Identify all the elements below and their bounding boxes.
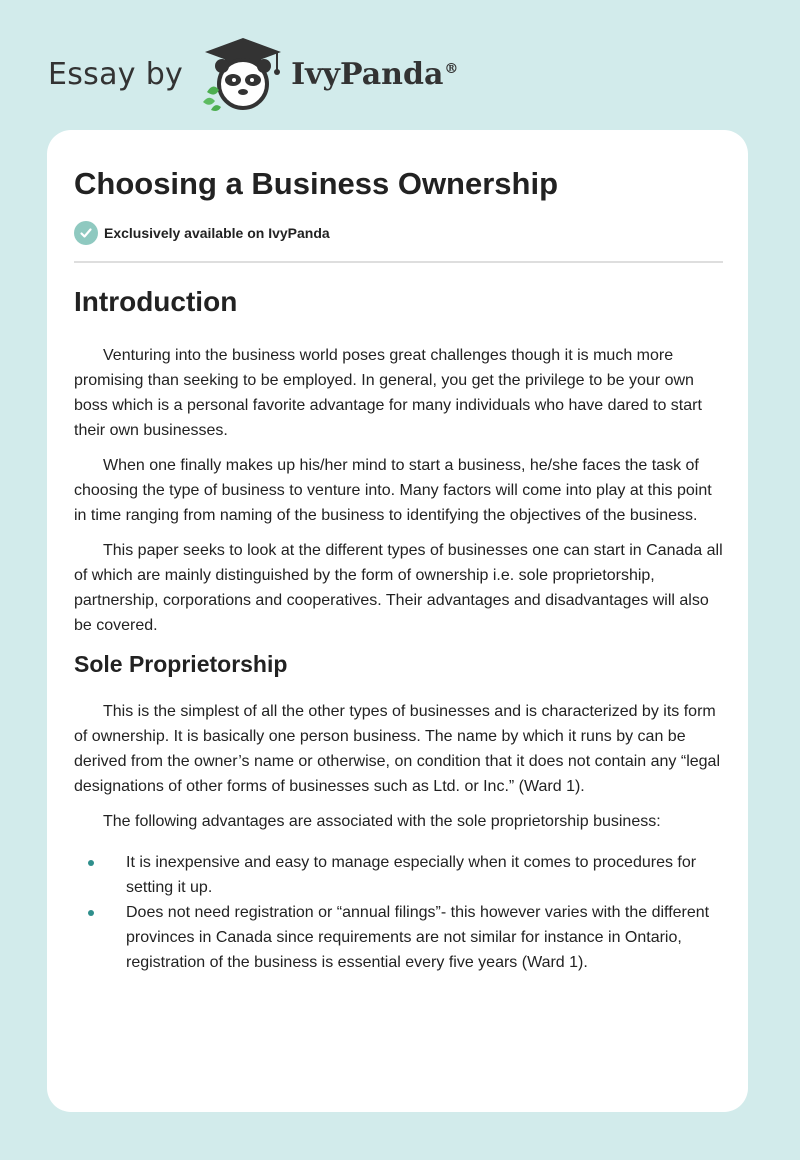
site-header bbox=[48, 34, 458, 114]
exclusive-badge bbox=[74, 221, 330, 245]
ivypanda-logo-icon[interactable] bbox=[197, 36, 289, 112]
advantages-list bbox=[74, 850, 723, 975]
paragraph: This paper seeks to look at the different types of businesses one can start in Canada all of which are mainly distinguished by the form of ownership i.e. sole proprietorship, partnership, corporations and cooperatives. Their advantages and disadvantages will also be covered. bbox=[74, 542, 723, 634]
paragraph: The following advantages are associated with the sole proprietorship business: bbox=[103, 813, 661, 830]
divider bbox=[74, 261, 723, 263]
bullet-dot-icon bbox=[88, 910, 94, 916]
check-icon bbox=[74, 221, 98, 245]
paragraph: This is the simplest of all the other types of businesses and is characterized by its form of ownership. It is basically one person business. The name by which it runs by can be derived from the owner’s name or otherwise, on condition that it does not contain any “legal designations of other forms of businesses such as Ltd. or Inc.” (Ward 1). bbox=[74, 703, 720, 795]
paragraph: Venturing into the business world poses great challenges though it is much more promising than seeking to be employed. In general, you get the privilege to be your own boss which is a personal favorite advantage for many individuals who have dared to start their own businesses. bbox=[74, 347, 702, 439]
section-heading-introduction: Introduction bbox=[74, 286, 238, 317]
exclusive-badge-label: Exclusively available on IvyPanda bbox=[104, 225, 330, 241]
bullet-dot-icon bbox=[88, 860, 94, 866]
section-heading-sole-proprietorship: Sole Proprietorship bbox=[74, 651, 288, 677]
article-body bbox=[74, 280, 723, 975]
list-item-text: It is inexpensive and easy to manage especially when it comes to procedures for setting it up. bbox=[126, 854, 697, 896]
list-item bbox=[74, 850, 723, 900]
list-item bbox=[74, 900, 723, 975]
paragraph: When one finally makes up his/her mind to start a business, he/she faces the task of choosing the type of business to venture into. Many factors will come into play at this point in time ranging from naming of the business to identifying the objectives of the business. bbox=[74, 457, 712, 524]
essay-by-label: Essay by bbox=[48, 56, 184, 92]
list-item-text: Does not need registration or “annual filings”- this however varies with the different provinces in Canada since requirements are not similar for instance in Ontario, registration of the business is essential every five years (Ward 1). bbox=[126, 904, 710, 971]
brand-name[interactable]: IvyPanda® bbox=[291, 56, 459, 92]
article-title: Choosing a Business Ownership bbox=[74, 166, 559, 201]
article-card bbox=[47, 130, 748, 1112]
